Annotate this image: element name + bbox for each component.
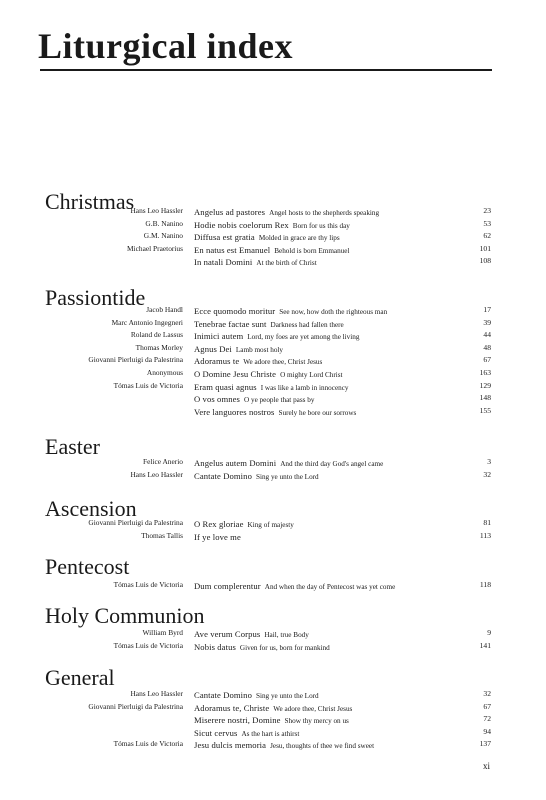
index-entry xyxy=(0,688,546,701)
index-entry xyxy=(0,579,546,592)
english-title: And when the day of Pentecost was yet come xyxy=(264,583,396,591)
english-title: Molded in grace are thy lips xyxy=(258,234,340,243)
latin-title: Tenebrae factae sunt xyxy=(194,318,267,329)
page-number: 67 xyxy=(483,701,491,711)
english-title: O ye people that pass by xyxy=(243,396,315,405)
index-entry xyxy=(0,230,546,243)
latin-title: O Domine Jesu Christe xyxy=(194,368,277,379)
page-number: 9 xyxy=(487,628,491,637)
english-title: See now, how doth the righteous man xyxy=(279,308,388,316)
latin-title: Diffusa est gratia xyxy=(194,232,255,243)
work-title xyxy=(194,405,464,420)
english-title: King of majesty xyxy=(247,521,294,529)
latin-title: Sicut cervus xyxy=(194,727,238,738)
english-title: We adore thee, Christ Jesus xyxy=(273,704,353,713)
work-title xyxy=(194,738,464,753)
composer-name: Marc Antonio Ingegneri xyxy=(111,317,183,327)
index-entry xyxy=(0,469,546,482)
title-rule xyxy=(40,69,492,71)
composer-name: Michael Praetorius xyxy=(126,243,183,253)
latin-title: Adoramus te, Christe xyxy=(194,702,270,713)
work-title xyxy=(194,579,464,594)
latin-title: Inimici autem xyxy=(194,331,244,342)
composer-name: Giovanni Pierluigi da Palestrina xyxy=(88,518,183,527)
composer-name: Thomas Tallis xyxy=(141,530,183,540)
composer-name: Felice Anerio xyxy=(142,457,183,466)
index-entry xyxy=(0,218,546,231)
index-entry xyxy=(0,243,546,256)
page-number: 94 xyxy=(483,726,491,736)
page-number: 48 xyxy=(483,342,491,352)
page-number: 141 xyxy=(479,640,491,650)
section-heading: Ascension xyxy=(45,496,137,521)
english-title: Lamb most holy xyxy=(235,345,284,354)
work-title xyxy=(194,469,464,484)
composer-name: Giovanni Pierluigi da Palestrina xyxy=(88,355,183,365)
latin-title: En natus est Emanuel xyxy=(194,244,271,255)
page-number: 155 xyxy=(479,405,491,415)
english-title: Jesu, thoughts of thee we find sweet xyxy=(270,742,375,751)
latin-title: Ecce quomodo moritur xyxy=(194,306,276,316)
latin-title: Miserere nostri, Domine xyxy=(194,715,281,726)
page-number: 17 xyxy=(483,305,491,314)
composer-name: Tómas Luis de Victoria xyxy=(113,380,183,390)
english-title: Lord, my foes are yet among the living xyxy=(247,333,360,342)
latin-title: O vos omnes xyxy=(194,394,240,405)
index-entry xyxy=(0,205,546,218)
section-heading: Easter xyxy=(45,434,100,459)
latin-title: Angelus autem Domini xyxy=(194,458,277,468)
index-entry xyxy=(0,530,546,543)
page-number: 81 xyxy=(483,518,491,527)
section-heading: Holy Communion xyxy=(45,603,205,628)
index-entry xyxy=(0,367,546,380)
index-entry xyxy=(0,701,546,714)
composer-name: Tómas Luis de Victoria xyxy=(113,580,183,589)
latin-title: Cantate Domino xyxy=(194,690,252,700)
work-title xyxy=(194,640,464,655)
english-title: Behold is born Emmanuel xyxy=(274,246,350,255)
latin-title: Ave verum Corpus xyxy=(194,629,261,639)
folio-page-number: xi xyxy=(482,761,490,771)
english-title: At the birth of Christ xyxy=(256,259,317,268)
latin-title: Agnus Dei xyxy=(194,343,232,354)
composer-name: Giovanni Pierluigi da Palestrina xyxy=(88,701,183,711)
index-entry xyxy=(0,317,546,330)
page-number: 113 xyxy=(479,530,491,540)
english-title: And the third day God's angel came xyxy=(280,460,384,468)
english-title: Angel hosts to the shepherds speaking xyxy=(269,209,380,217)
section-heading: Passiontide xyxy=(45,285,146,310)
composer-name: Roland de Lassus xyxy=(130,330,183,340)
composer-name: Tómas Luis de Victoria xyxy=(113,640,183,650)
entry-list xyxy=(0,688,546,751)
page-number: 3 xyxy=(487,457,491,466)
page-number: 44 xyxy=(483,330,491,340)
index-entry xyxy=(0,738,546,751)
page-number: 137 xyxy=(479,739,491,749)
entry-list xyxy=(0,205,546,268)
page-number: 108 xyxy=(479,256,491,266)
composer-name: Hans Leo Hassler xyxy=(130,689,183,698)
english-title: We adore thee, Christ Jesus xyxy=(243,358,323,367)
composer-name: G.M. Nanino xyxy=(143,231,183,241)
index-entry xyxy=(0,627,546,640)
latin-title: If ye love me xyxy=(194,531,241,542)
index-entry xyxy=(0,255,546,268)
entry-list xyxy=(0,627,546,652)
latin-title: Cantate Domino xyxy=(194,470,252,481)
entry-list xyxy=(0,304,546,417)
latin-title: Angelus ad pastores xyxy=(194,207,266,217)
index-entry xyxy=(0,354,546,367)
english-title: Hail, true Body xyxy=(264,631,309,639)
english-title: As the hart is athirst xyxy=(241,729,300,738)
composer-name: Thomas Morley xyxy=(135,342,183,352)
section-heading: General xyxy=(45,665,115,690)
page-number: 39 xyxy=(483,317,491,327)
composer-name: G.B. Nanino xyxy=(145,218,183,228)
english-title: I was like a lamb in innocency xyxy=(260,383,349,392)
latin-title: Dum complerentur xyxy=(194,581,261,591)
english-title: Given for us, born for mankind xyxy=(239,643,330,652)
english-title: Darkness had fallen there xyxy=(270,320,344,329)
page-number: 163 xyxy=(479,367,491,377)
page-number: 32 xyxy=(483,469,491,479)
composer-name: Anonymous xyxy=(146,367,183,377)
work-title xyxy=(194,255,464,270)
page-number: 148 xyxy=(479,393,491,403)
latin-title: Adoramus te xyxy=(194,356,240,367)
english-title: Sing ye unto the Lord xyxy=(255,472,319,481)
index-entry xyxy=(0,517,546,530)
index-entry xyxy=(0,456,546,469)
section-heading: Pentecost xyxy=(45,554,130,579)
section-heading: Christmas xyxy=(45,189,135,214)
latin-title: Hodie nobis coelorum Rex xyxy=(194,219,289,230)
index-entry xyxy=(0,342,546,355)
composer-name: Hans Leo Hassler xyxy=(130,206,183,215)
latin-title: Jesu dulcis memoria xyxy=(194,740,267,751)
page-number: 53 xyxy=(483,218,491,228)
page-number: 72 xyxy=(483,714,491,724)
index-entry xyxy=(0,380,546,393)
latin-title: Nobis datus xyxy=(194,641,236,652)
page-number: 67 xyxy=(483,355,491,365)
latin-title: O Rex gloriae xyxy=(194,519,244,529)
index-entry xyxy=(0,329,546,342)
composer-name: William Byrd xyxy=(142,628,183,637)
english-title: O mighty Lord Christ xyxy=(280,370,343,379)
latin-title: In natali Domini xyxy=(194,257,253,268)
page-number: 101 xyxy=(479,243,491,253)
work-title xyxy=(194,530,464,545)
english-title: Sing ye unto the Lord xyxy=(255,692,319,700)
latin-title: Vere languores nostros xyxy=(194,406,275,417)
latin-title: Eram quasi agnus xyxy=(194,381,257,392)
page-number: 23 xyxy=(483,206,491,215)
page-number: 32 xyxy=(483,689,491,698)
page-number: 129 xyxy=(479,380,491,390)
composer-name: Tómas Luis de Victoria xyxy=(113,739,183,749)
entry-list xyxy=(0,456,546,481)
index-entry xyxy=(0,392,546,405)
composer-name: Hans Leo Hassler xyxy=(130,469,183,479)
english-title: Born for us this day xyxy=(292,221,350,230)
page-number: 118 xyxy=(479,580,491,589)
index-entry xyxy=(0,640,546,653)
page-number: 62 xyxy=(483,231,491,241)
index-entry xyxy=(0,726,546,739)
entry-list xyxy=(0,579,546,592)
index-entry xyxy=(0,405,546,418)
entry-list xyxy=(0,517,546,542)
index-entry xyxy=(0,713,546,726)
composer-name: Jacob Handl xyxy=(146,305,183,314)
page-title: Liturgical index xyxy=(38,26,294,66)
english-title: Surely he bore our sorrows xyxy=(278,408,357,417)
index-entry xyxy=(0,304,546,317)
english-title: Show thy mercy on us xyxy=(284,717,349,726)
